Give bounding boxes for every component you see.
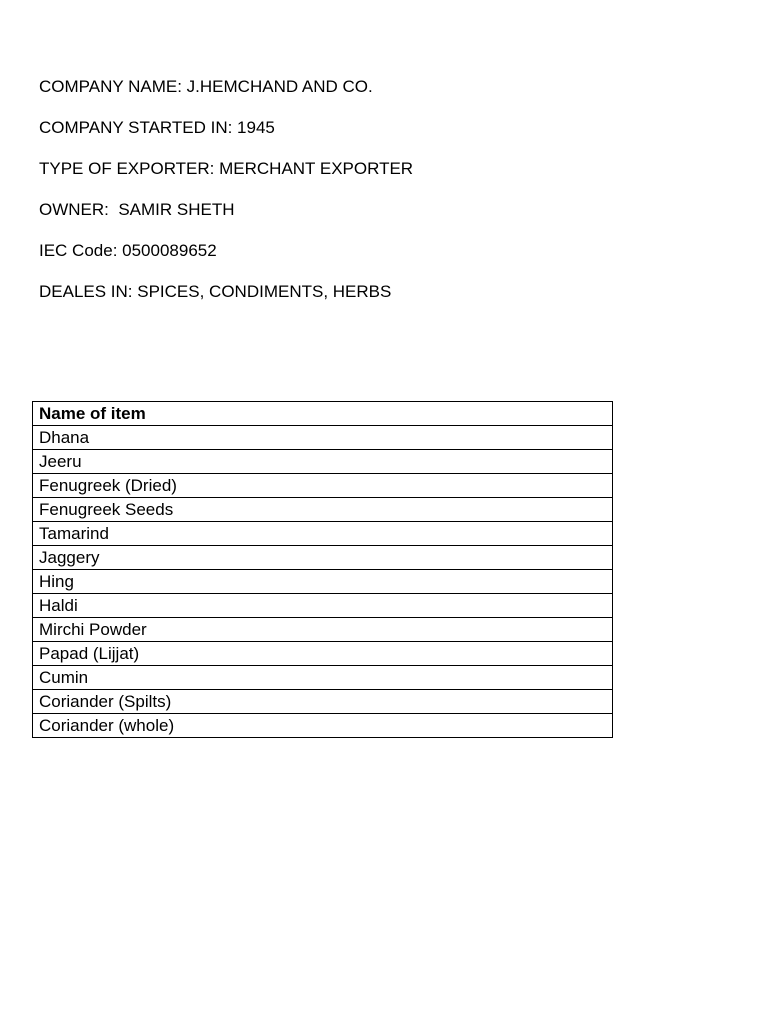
table-header-name-of-item: Name of item <box>33 402 613 426</box>
table-row <box>33 594 613 618</box>
table-cell: Haldi <box>33 594 613 618</box>
table-header-row <box>33 402 613 426</box>
table-cell: Jeeru <box>33 450 613 474</box>
company-started-line: COMPANY STARTED IN: 1945 <box>39 118 275 137</box>
table-row <box>33 642 613 666</box>
table-row <box>33 618 613 642</box>
table-cell: Mirchi Powder <box>33 618 613 642</box>
table-row <box>33 426 613 450</box>
exporter-type-line: TYPE OF EXPORTER: MERCHANT EXPORTER <box>39 159 414 178</box>
table-cell: Coriander (whole) <box>33 714 613 738</box>
table-row <box>33 522 613 546</box>
table-cell: Fenugreek Seeds <box>33 498 613 522</box>
iec-code-line: IEC Code: 0500089652 <box>39 241 217 260</box>
table-row <box>33 546 613 570</box>
table-cell: Tamarind <box>33 522 613 546</box>
company-name-line: COMPANY NAME: J.HEMCHAND AND CO. <box>39 77 373 96</box>
table-cell: Jaggery <box>33 546 613 570</box>
owner-line: OWNER: SAMIR SHETH <box>39 200 235 219</box>
table-cell: Cumin <box>33 666 613 690</box>
table-row <box>33 474 613 498</box>
table-cell: Coriander (Spilts) <box>33 690 613 714</box>
table-row <box>33 714 613 738</box>
items-table <box>32 401 613 738</box>
table-cell: Fenugreek (Dried) <box>33 474 613 498</box>
table-cell: Hing <box>33 570 613 594</box>
table-cell: Dhana <box>33 426 613 450</box>
table-row <box>33 450 613 474</box>
table-row <box>33 570 613 594</box>
deals-in-line: DEALES IN: SPICES, CONDIMENTS, HERBS <box>39 282 392 301</box>
table-row <box>33 690 613 714</box>
table-row <box>33 666 613 690</box>
table-row <box>33 498 613 522</box>
table-cell: Papad (Lijjat) <box>33 642 613 666</box>
